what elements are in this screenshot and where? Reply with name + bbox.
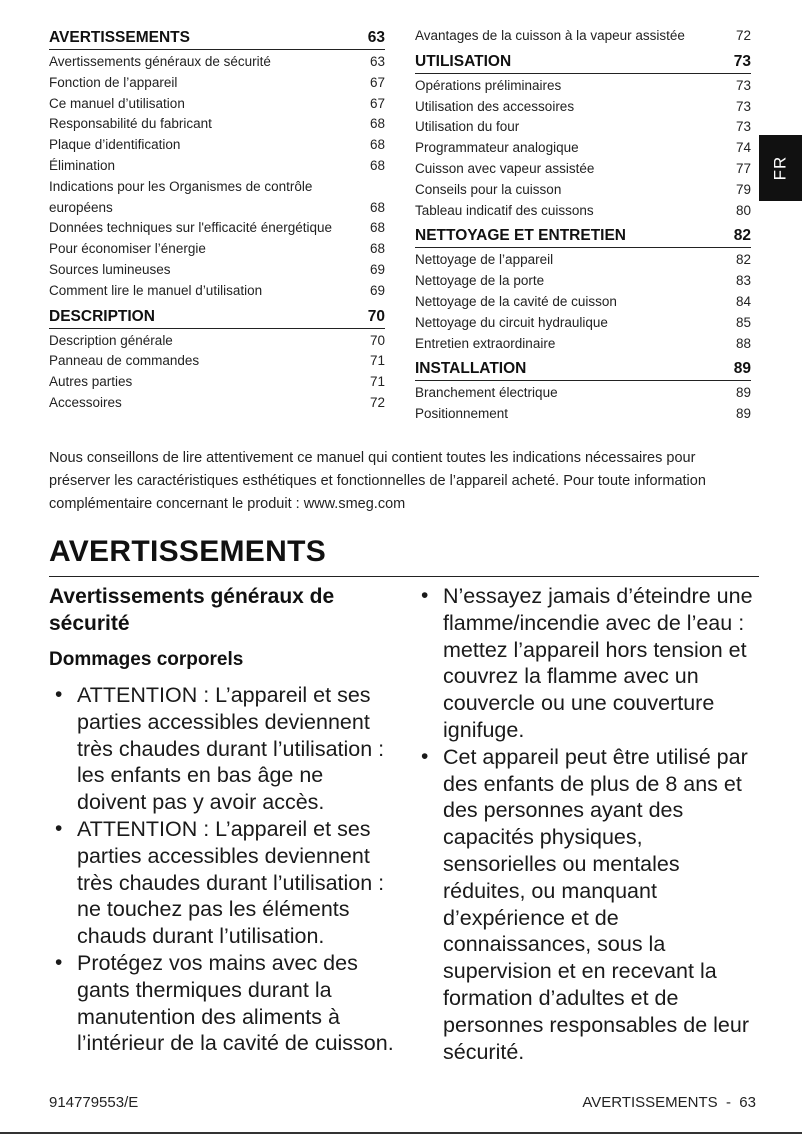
- bullet-icon: •: [421, 584, 429, 607]
- toc-section-heading: [415, 50, 751, 74]
- toc-entry-label: NETTOYAGE ET ENTRETIEN: [415, 227, 627, 245]
- toc-page-number: 85: [735, 314, 751, 330]
- toc-entry-label: Responsabilité du fabricant: [49, 116, 212, 132]
- toc-entry: [415, 201, 751, 222]
- toc-entry-label: européens: [49, 199, 113, 215]
- toc-entry-label: Données techniques sur l'efficacité énergétique: [49, 220, 333, 236]
- toc-page-number: 74: [735, 140, 751, 156]
- toc-entry-label: Conseils pour la cuisson: [415, 181, 562, 197]
- toc-entry: [415, 159, 751, 180]
- toc-entry: [415, 271, 751, 292]
- title-divider: [49, 576, 759, 577]
- toc-entry-label: Nettoyage de la porte: [415, 273, 545, 289]
- toc-page-number: 67: [369, 74, 385, 90]
- toc-entry: [49, 198, 385, 219]
- bullet-icon: •: [55, 950, 63, 974]
- toc-entry: [49, 156, 385, 177]
- toc-entry-label: DESCRIPTION: [49, 307, 155, 325]
- toc-page-number: 77: [735, 160, 751, 176]
- toc-page-number: 71: [369, 353, 385, 369]
- toc-entry-label: UTILISATION: [415, 52, 512, 70]
- toc-page-number: 82: [735, 252, 751, 268]
- bullet-icon: •: [55, 683, 63, 706]
- toc-page-number: 67: [369, 95, 385, 111]
- intro-paragraph: Nous conseillons de lire attentivement ce manuel qui contient toutes les indications nécessaires pour préserver les caractéristiques esthétiques et fonctionnelles de l’appareil acheté. Pour toute information complémentaire concernant le produit : www.smeg.com: [49, 450, 706, 512]
- toc-entry-label: Utilisation du four: [415, 119, 520, 135]
- toc-entry-label: Nettoyage de l’appareil: [415, 252, 554, 268]
- toc-entry: [415, 313, 751, 334]
- toc-page-number: 63: [367, 29, 385, 46]
- warning-item: [49, 682, 394, 816]
- toc-entry-label: Utilisation des accessoires: [415, 98, 575, 114]
- toc-entry-label: Programmateur analogique: [415, 140, 579, 156]
- toc-entry: [415, 97, 751, 118]
- toc-entry-label: Description générale: [49, 332, 173, 348]
- toc-entry-label: Tableau indicatif des cuissons: [415, 202, 594, 218]
- toc-entry: [49, 372, 385, 393]
- toc-entry: [49, 218, 385, 239]
- content-right-column: [415, 583, 760, 1065]
- toc-page-number: 68: [369, 157, 385, 173]
- toc-entry-label: AVERTISSEMENTS: [49, 29, 190, 46]
- toc-page-number: 83: [735, 273, 751, 289]
- warning-list-right: [415, 583, 760, 1065]
- toc-page-number: 82: [733, 227, 751, 245]
- toc-page-number: 89: [735, 406, 751, 422]
- toc-entry-label: Fonction de l’appareil: [49, 74, 178, 90]
- toc-page-number: 68: [369, 137, 385, 153]
- toc-entry-label: Avertissements généraux de sécurité: [49, 54, 271, 69]
- warning-text: Protégez vos mains avec des gants thermiques durant la manutention des aliments à l’intérieur de la cavité de cuisson.: [77, 950, 394, 1056]
- bullet-icon: •: [55, 816, 63, 840]
- toc-page-number: 71: [369, 374, 385, 390]
- toc-page-number: 72: [369, 394, 385, 410]
- toc-entry: [415, 117, 751, 138]
- toc-page-number: 73: [735, 98, 751, 114]
- bottom-divider: [0, 1132, 802, 1134]
- toc-page-number: 73: [733, 52, 751, 70]
- toc-page-number: 63: [369, 54, 385, 69]
- toc-page-number: 84: [735, 293, 751, 309]
- toc-entry: [415, 76, 751, 97]
- toc-entry-label: Opérations préliminaires: [415, 77, 562, 93]
- warning-list-left: [49, 682, 394, 1057]
- toc-entry-label: Élimination: [49, 157, 116, 173]
- toc-page-number: 69: [369, 282, 385, 298]
- warning-item: [49, 950, 394, 1057]
- warning-item: [49, 816, 394, 950]
- toc-entry: [415, 180, 751, 201]
- toc-entry-label: Ce manuel d’utilisation: [49, 95, 185, 111]
- toc-entry: [49, 393, 385, 414]
- toc-entry: [415, 292, 751, 313]
- toc-entry-label: Sources lumineuses: [49, 261, 171, 277]
- toc-right-column: [415, 26, 751, 425]
- toc-page-number: 70: [369, 332, 385, 348]
- toc-section-heading: [49, 305, 385, 329]
- toc-page-number: 80: [735, 202, 751, 218]
- language-tab-label: FR: [770, 155, 790, 181]
- toc-entry: [415, 334, 751, 355]
- warning-text: ATTENTION : L’appareil et ses parties accessibles deviennent très chaudes durant l’utilisation : ne touchez pas les éléments chauds durant l’utilisation.: [77, 816, 385, 949]
- toc-entry-label: Avantages de la cuisson à la vapeur assistée: [415, 28, 685, 43]
- toc-section-heading: [49, 26, 385, 50]
- toc-page-number: 68: [369, 199, 385, 215]
- toc-entry-label: Branchement électrique: [415, 385, 558, 401]
- toc-page-number: 79: [735, 181, 751, 197]
- toc-entry-label: Nettoyage du circuit hydraulique: [415, 314, 608, 330]
- toc-entry-label: Comment lire le manuel d’utilisation: [49, 282, 263, 298]
- subsection-heading: Dommages corporels: [49, 649, 244, 670]
- toc-entry-label: Accessoires: [49, 394, 122, 410]
- toc-entry: [49, 114, 385, 135]
- warning-item: [415, 583, 760, 744]
- toc-entry: [415, 383, 751, 404]
- toc-page-number: 89: [735, 385, 751, 401]
- warning-text: N’essayez jamais d’éteindre une flamme/incendie avec de l’eau : mettez l’appareil hors tension et couvrez la flamme avec un couvercle ou une couverture ignifuge.: [443, 584, 753, 742]
- toc-page-number: 70: [367, 307, 385, 325]
- toc-entry: [49, 260, 385, 281]
- warning-text: Cet appareil peut être utilisé par des enfants de plus de 8 ans et des personnes ayant des capacités physiques, sensorielles ou mentales réduites, ou manquant d’expérience et de connaissances, sous la supervision et en recevant la formation d’adultes et de personnes responsables de leur sécurité.: [443, 744, 749, 1064]
- toc-entry: [49, 351, 385, 372]
- toc-entry: [49, 239, 385, 260]
- toc-entry-label: Indications pour les Organismes de contrôle: [49, 178, 313, 194]
- toc-page-number: 69: [369, 261, 385, 277]
- toc-section-heading: [415, 224, 751, 248]
- toc-entry: [415, 138, 751, 159]
- toc-entry: [49, 73, 385, 94]
- toc-page-number: 88: [735, 335, 751, 351]
- footer-doc-code: 914779553/E: [49, 1094, 139, 1111]
- toc-entry-label: Nettoyage de la cavité de cuisson: [415, 293, 617, 309]
- toc-entry: [49, 52, 385, 73]
- toc-entry-label: Autres parties: [49, 374, 133, 390]
- toc-entry: [49, 331, 385, 352]
- content-left-column: [49, 583, 394, 1057]
- page-title: AVERTISSEMENTS: [49, 535, 327, 568]
- toc-section-heading: [415, 357, 751, 381]
- toc-page-number: 68: [369, 220, 385, 236]
- warning-item: [415, 744, 760, 1066]
- bullet-icon: •: [421, 744, 429, 768]
- footer-running-head-text: AVERTISSEMENTS - 63: [582, 1094, 756, 1111]
- toc-entry-label: INSTALLATION: [415, 360, 527, 378]
- toc-page-number: 68: [369, 241, 385, 257]
- toc-entry: [49, 135, 385, 156]
- toc-page-number: 73: [735, 119, 751, 135]
- toc-left-column: [49, 26, 385, 414]
- toc-entry-label: Panneau de commandes: [49, 353, 200, 369]
- toc-page-number: 68: [369, 116, 385, 132]
- toc-page-number: 72: [735, 28, 751, 43]
- toc-entry: [415, 404, 751, 425]
- section-heading: Avertissements généraux de sécurité: [49, 585, 335, 635]
- toc-entry-label: Pour économiser l’énergie: [49, 241, 206, 257]
- footer-running-head: [582, 1094, 756, 1111]
- warning-text: ATTENTION : L’appareil et ses parties accessibles deviennent très chaudes durant l’utilisation : les enfants en bas âge ne doivent pas y avoir accès.: [77, 683, 385, 815]
- toc-entry-label: Cuisson avec vapeur assistée: [415, 160, 595, 176]
- toc-entry: [49, 94, 385, 115]
- toc-entry: [49, 281, 385, 302]
- toc-entry-label: Entretien extraordinaire: [415, 335, 556, 351]
- toc-page-number: 73: [735, 77, 751, 93]
- toc-entry: [415, 250, 751, 271]
- language-tab: [759, 135, 802, 201]
- toc-entry-label: Positionnement: [415, 406, 509, 422]
- toc-page-number: 89: [733, 360, 751, 378]
- toc-entry: [415, 26, 751, 47]
- toc-entry: [49, 177, 385, 198]
- toc-entry-label: Plaque d’identification: [49, 137, 181, 153]
